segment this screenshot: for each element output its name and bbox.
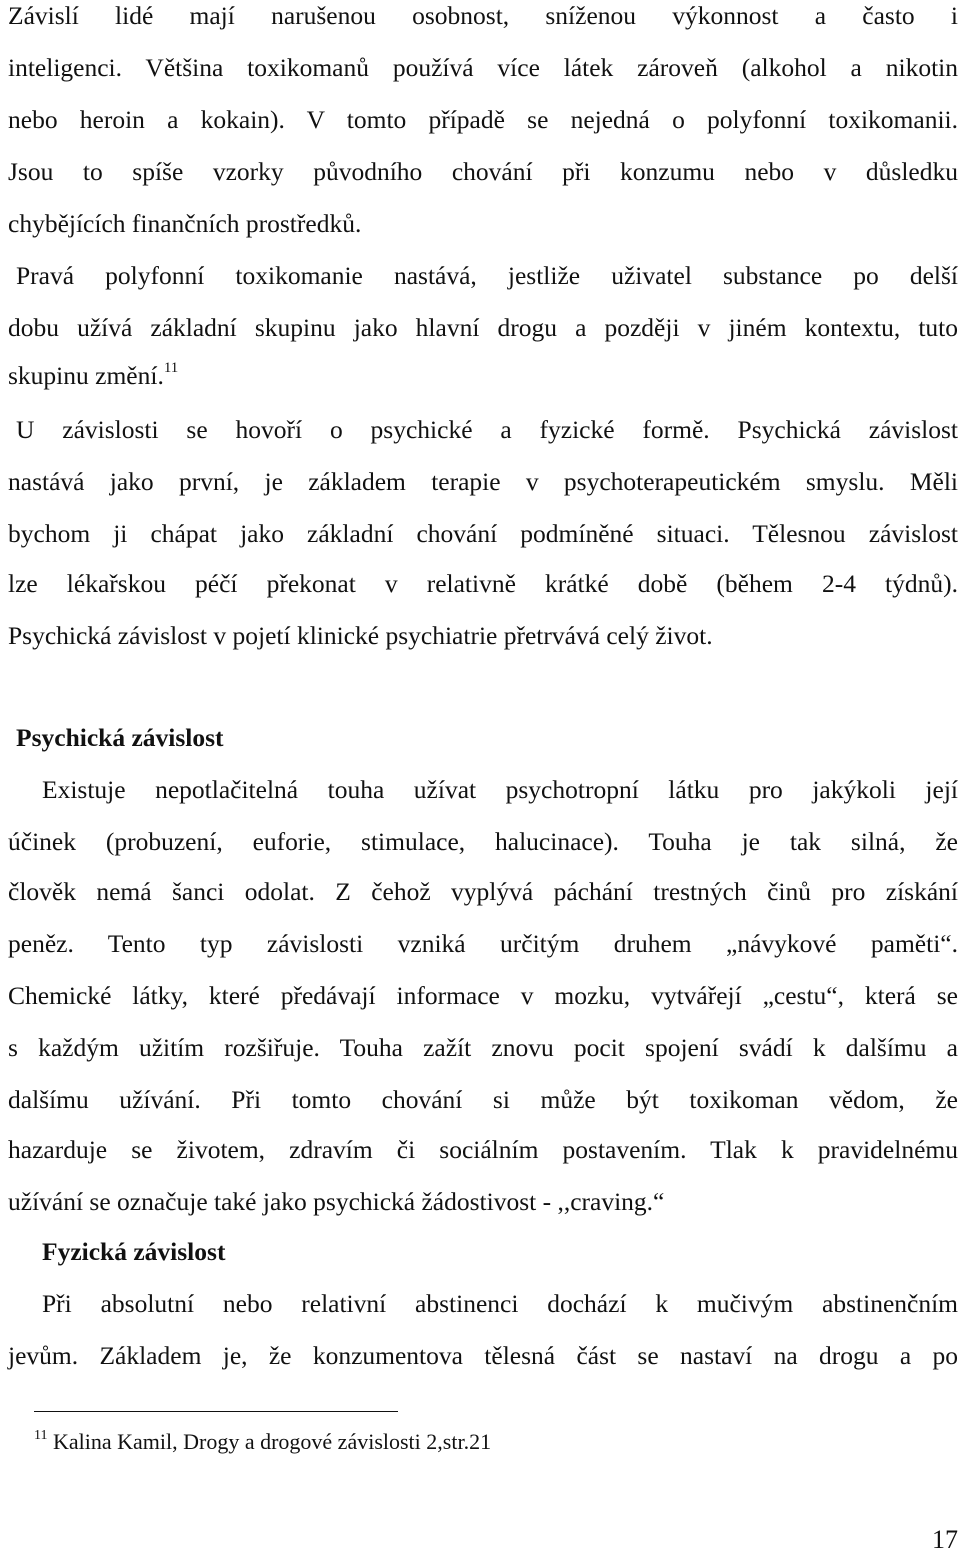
paragraph-5-line-2: jevům. Základem je, že konzumentova tělesná část se nastaví na drogu a po [8,1341,958,1370]
heading-psychic-dependence: Psychická závislost [16,723,224,752]
paragraph-1-line-3: nebo heroin a kokain). V tomto případě se nejedná o polyfonní toxikomanii. [8,105,958,134]
paragraph-1-line-1: Závislí lidé mají narušenou osobnost, sníženou výkonnost a často i [8,1,958,30]
paragraph-4-line-9: užívání se označuje také jako psychická žádostivost - ,,craving.“ [8,1187,665,1216]
paragraph-3-line-1: U závislosti se hovoří o psychické a fyzické formě. Psychická závislost [16,415,958,444]
paragraph-2-line-1: Pravá polyfonní toxikomanie nastává, jestliže uživatel substance po delší [16,261,958,290]
paragraph-4-line-8: hazarduje se životem, zdravím či sociálním postavením. Tlak k pravidelnému [8,1135,958,1164]
paragraph-2-line-3-text: skupinu změní. [8,361,164,390]
footnote-divider [34,1411,398,1412]
footnote [34,1424,491,1460]
paragraph-4-line-6: s každým užitím rozšiřuje. Touha zažít znovu pocit spojení svádí k dalšímu a [8,1033,958,1062]
paragraph-3-line-2: nastává jako první, je základem terapie v psychoterapeutickém smyslu. Měli [8,467,958,496]
footnote-text: Kalina Kamil, Drogy a drogové závislosti 2,str.21 [52,1429,492,1454]
paragraph-3-line-3: bychom ji chápat jako základní chování podmíněné situaci. Tělesnou závislost [8,519,958,548]
paragraph-4-line-4: peněz. Tento typ závislosti vzniká určitým druhem „návykové paměti“. [8,929,958,958]
paragraph-4-line-2: účinek (probuzení, euforie, stimulace, halucinace). Touha je tak silná, že [8,827,958,856]
paragraph-1-line-4: Jsou to spíše vzorky původního chování při konzumu nebo v důsledku [8,157,958,186]
paragraph-1-line-5: chybějících finančních prostředků. [8,209,362,238]
paragraph-4-line-3: člověk nemá šanci odolat. Z čehož vyplývá páchání trestných činů pro získání [8,877,958,906]
heading-physical-dependence: Fyzická závislost [42,1237,226,1266]
footnote-reference: 11 [163,360,179,376]
paragraph-4-line-7: dalšímu užívání. Při tomto chování si může být toxikoman vědom, že [8,1085,958,1114]
paragraph-2-line-2: dobu užívá základní skupinu jako hlavní drogu a později v jiném kontextu, tuto [8,313,958,342]
footnote-number: 11 [34,1428,48,1443]
paragraph-1-line-2: inteligenci. Většina toxikomanů používá více látek zároveň (alkohol a nikotin [8,53,958,82]
paragraph-5-line-1: Při absolutní nebo relativní abstinenci dochází k mučivým abstinenčním [42,1289,958,1318]
paragraph-3-line-5: Psychická závislost v pojetí klinické psychiatrie přetrvává celý život. [8,621,713,650]
paragraph-4-line-5: Chemické látky, které předávají informace v mozku, vytvářejí „cestu“, která se [8,981,958,1010]
paragraph-3-line-4: lze lékařskou péčí překonat v relativně krátké době (během 2-4 týdnů). [8,569,958,598]
page-number: 17 [932,1525,958,1554]
paragraph-4-line-1: Existuje nepotlačitelná touha užívat psychotropní látku pro jakýkoli její [42,775,958,804]
paragraph-2-line-3 [8,350,178,402]
